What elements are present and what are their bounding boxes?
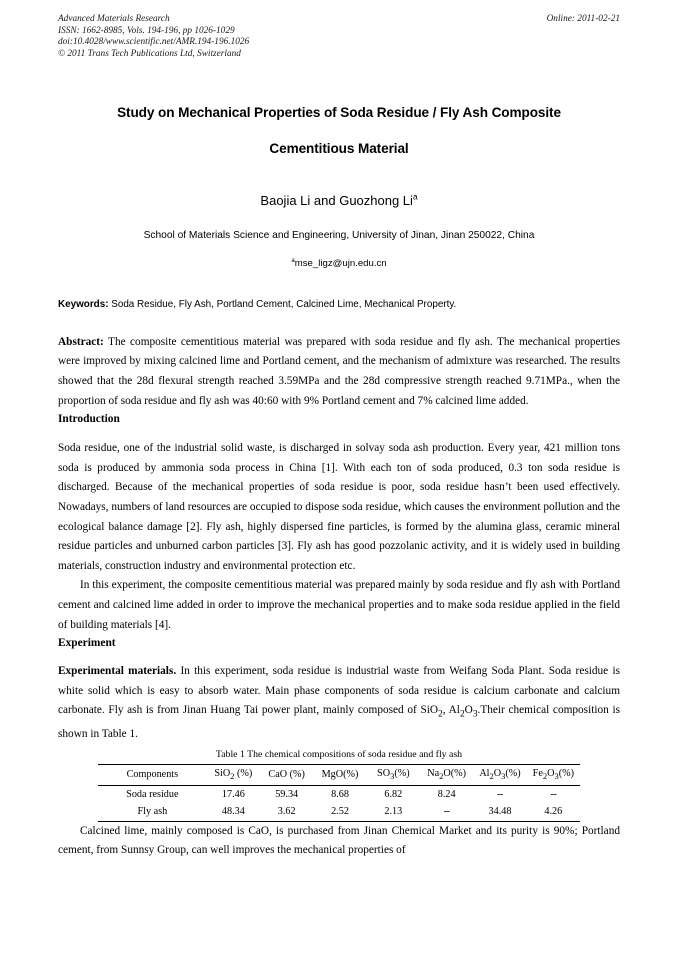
th-sio2-subscript: 2 [230, 770, 235, 781]
experimental-materials-paragraph [58, 662, 620, 745]
th-so3: $SO_3(\%)$ [367, 764, 420, 785]
th-al2o3-subscript-1: 2 [489, 770, 494, 781]
cell-cao: 59.34 [275, 788, 299, 800]
page-title [58, 95, 620, 167]
title-line-1: Study on Mechanical Properties of Soda Residue / Fly Ash Composite [117, 104, 561, 120]
email-address: mse_ligz@ujn.edu.cn [294, 257, 387, 269]
cell-fe2o3: 4.26 [527, 803, 580, 822]
th-sio2: SiO$_2$ (%) [207, 764, 260, 785]
materials-text-part-2: , Al [442, 704, 460, 717]
chemical-composition-table [98, 764, 580, 822]
experimental-materials-label: Experimental materials. [58, 665, 177, 678]
materials-text-part-1: In this experiment, soda residue is industrial waste from Weifang Soda Plant. Soda residue is white solid which is easy to absorb water. Main phase components of soda residue is calcium carbonate and calcium carbonate. Fly ash is from Jinan Huang Tai power plant, mainly composed of SiO [58, 665, 620, 717]
table-1-caption: Table 1 The chemical compositions of soda residue and fly ash [215, 748, 463, 760]
cell-na2o: 8.24 [437, 788, 456, 800]
th-al2o3-subscript-2: 3 [501, 770, 506, 781]
masthead-left-block [58, 14, 620, 61]
cell-sio2: 17.46 [221, 788, 245, 800]
cell-so3: 2.13 [367, 803, 420, 822]
author-names: Baojia Li and Guozhong Li [260, 192, 413, 208]
email-affiliation-marker: a [291, 256, 295, 264]
page-content [58, 14, 620, 861]
affiliation: School of Materials Science and Engineering, University of Jinan, Jinan 250022, China [143, 229, 535, 241]
table-row [98, 785, 580, 803]
journal-masthead [58, 14, 620, 61]
cell-cao: 3.62 [260, 803, 313, 822]
table-body [98, 785, 580, 821]
keywords-label: Keywords: [58, 298, 109, 310]
introduction-paragraph-1: Soda residue, one of the industrial solid waste, is discharged in solvay soda ash production. Every year, 421 million tons soda is produced by ammonia soda process in China [1]. With each ton of soda produced, 0.3 ton soda residue is discharged. Because of the mechanical properties of soda residue is poor, soda residue hasn’t been used effectively. Nowadays, numbers of land resources are occupied to dispose soda residue, which causes the environment pollution and the ecological balance damage [2]. Fly ash, highly dispersed fine particles, is formed by the alumina glass, ceramic mineral residue particles and unburned carbon particles [3]. Fly ash has good pozzolanic activity, and it is widely used in building materials, construction industry and environmental protection etc. [58, 442, 620, 572]
cell-so3: 6.82 [384, 788, 403, 800]
cell-al2o3: 34.48 [473, 803, 526, 822]
materials-text-part-3: O [464, 704, 473, 717]
cell-component: Fly ash [98, 803, 207, 822]
author-list [58, 193, 620, 208]
materials-text-part-4: .Their chemical composition is shown in Table 1. [58, 704, 621, 741]
online-date: Online: 2011-02-21 [546, 14, 620, 24]
cell-fe2o3: -- [550, 788, 557, 800]
cell-mgo: 8.68 [331, 788, 349, 800]
doi-line: doi:10.4028/www.scientific.net/AMR.194-196.1026 [58, 37, 250, 48]
heading-experiment: Experiment [58, 637, 116, 650]
th-na2o: $Na_2O(\%)$ [420, 764, 473, 785]
copyright-line: © 2011 Trans Tech Publications Ltd, Switzerland [58, 49, 241, 60]
sio2-subscript: 2 [438, 709, 443, 720]
al-subscript: 2 [459, 709, 465, 720]
th-fe2o3-subscript-1: 2 [542, 770, 548, 781]
title-line-2: Cementitious Material [269, 140, 409, 156]
cell-al2o3: -- [497, 788, 503, 800]
cell-sio2: 48.34 [207, 803, 260, 822]
keywords-value: Soda Residue, Fly Ash, Portland Cement, Calcined Lime, Mechanical Property. [111, 298, 457, 310]
corresponding-email [58, 258, 620, 269]
th-na2o-subscript: 2 [439, 770, 444, 781]
heading-introduction: Introduction [58, 413, 120, 426]
table-1-wrapper [58, 748, 620, 822]
experiment-final-paragraph: Calcined lime, mainly composed is CaO, is purchased from Jinan Chemical Market and its purity is 90%; Portland cement, from Sunnsy Group, can well improves the mechanical properties of [58, 824, 620, 857]
th-cao: CaO (%) [260, 764, 313, 785]
introduction-paragraph-2: In this experiment, the composite cementitious material was prepared mainly by soda residue and fly ash with Portland cement and calcined lime added in order to improve the mechanical properties and to make soda residue applied in the field of building materials [4]. [58, 579, 620, 631]
th-al2o3: $Al_2O_3(\%)$ [473, 764, 526, 785]
th-fe2o3: $Fe_2O_3(\%)$ [527, 764, 580, 785]
o3-subscript: 3 [472, 709, 478, 720]
abstract-text: The composite cementitious material was prepared with soda residue and fly ash. The mechanical properties were improved by mixing calcined lime and Portland cement, and the mechanism of admixture was researched. The results showed that the 28d flexural strength reached 3.59MPa and the 28d compressive strength reached 9.71MPa., when the proportion of soda residue and fly ash was 40:60 with 9% Portland cement and 7% calcined lime added. [58, 335, 621, 407]
th-so3-subscript: 3 [390, 770, 395, 781]
keywords-block [58, 298, 620, 312]
author-affiliation-marker: a [412, 191, 418, 202]
abstract-label: Abstract: [58, 335, 104, 348]
cell-na2o: -- [420, 803, 473, 822]
cell-component: Soda residue [126, 788, 179, 800]
abstract-block [58, 333, 620, 411]
th-components: Components [98, 764, 207, 785]
th-mgo: MgO(%) [313, 764, 366, 785]
journal-name: Advanced Materials Research [58, 14, 170, 24]
issn-volume-pages: ISSN: 1662-8985, Vols. 194-196, pp 1026-1029 [58, 25, 235, 36]
table-row [98, 803, 580, 822]
th-fe2o3-subscript-2: 3 [554, 770, 559, 781]
table-head [98, 764, 580, 785]
table-header-row [98, 764, 580, 785]
cell-mgo: 2.52 [313, 803, 366, 822]
